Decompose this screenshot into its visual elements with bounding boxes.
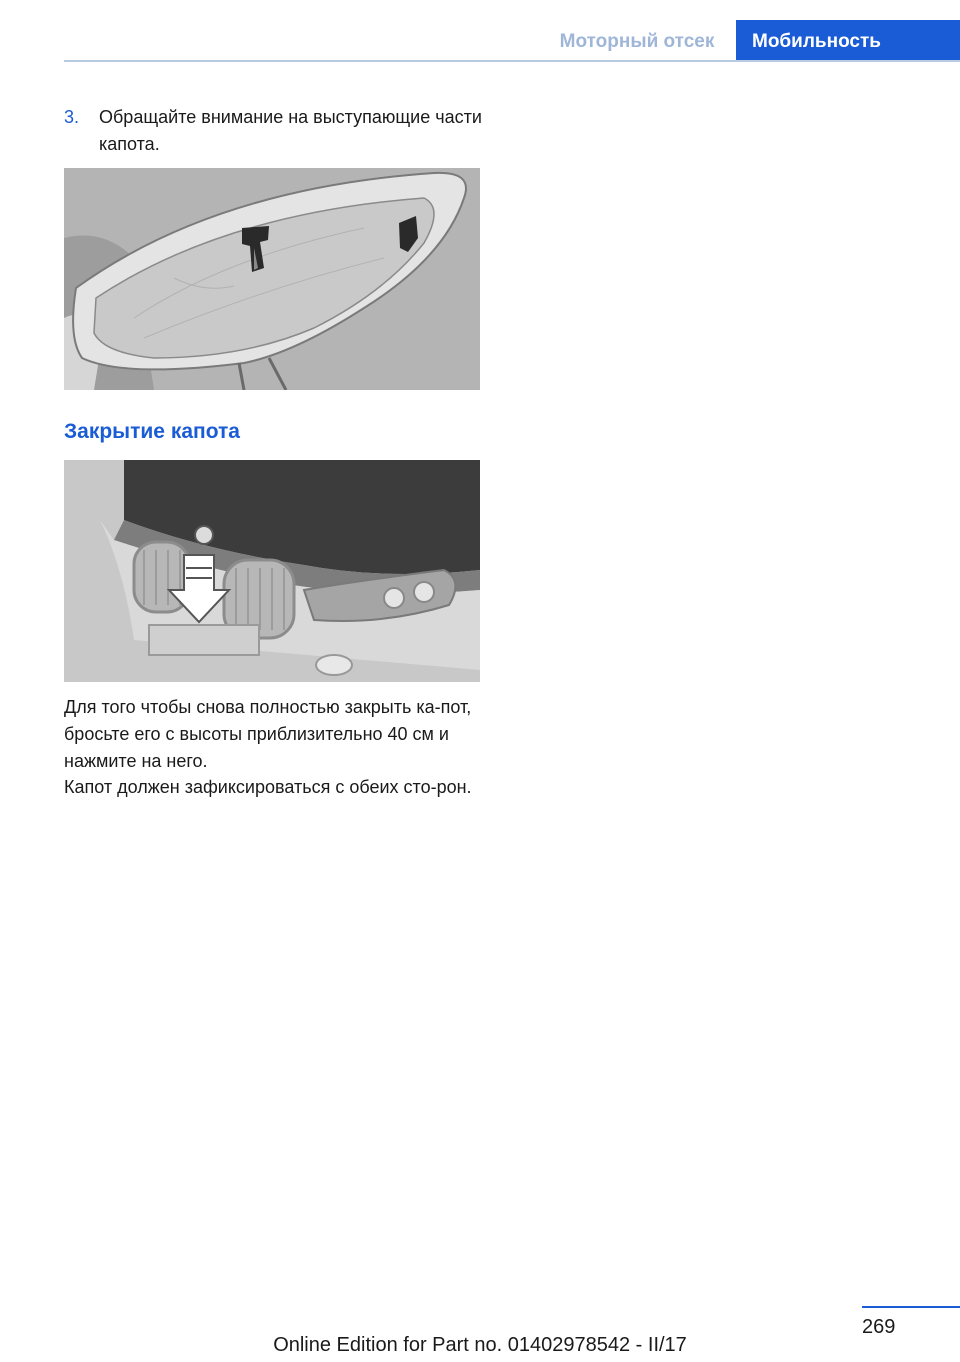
hood-closing-figure — [64, 460, 480, 682]
hood-underside-illustration — [64, 168, 480, 390]
footer-divider — [862, 1306, 960, 1308]
step-number: 3. — [64, 107, 80, 127]
locking-note-paragraph: Капот должен зафиксироваться с обеих сто‐рон. — [64, 777, 472, 797]
hood-closing-illustration — [64, 460, 480, 682]
section-tab: Моторный отсек — [559, 31, 715, 52]
section-title: Закрытие капота — [64, 420, 240, 443]
page-number: 269 — [862, 1316, 896, 1338]
step-text: Обращайте внимание на выступающие части капота. — [99, 107, 482, 154]
chapter-tab: Мобильность — [736, 20, 960, 62]
edition-footer: Online Edition for Part no. 01402978542 - II/17 — [273, 1334, 687, 1356]
hood-underside-figure — [64, 168, 480, 390]
closing-instruction-paragraph: Для того чтобы снова полностью закрыть ка‐пот, бросьте его с высоты приблизительно 40 см и нажмите на него. — [64, 697, 472, 771]
header-divider — [64, 60, 960, 62]
